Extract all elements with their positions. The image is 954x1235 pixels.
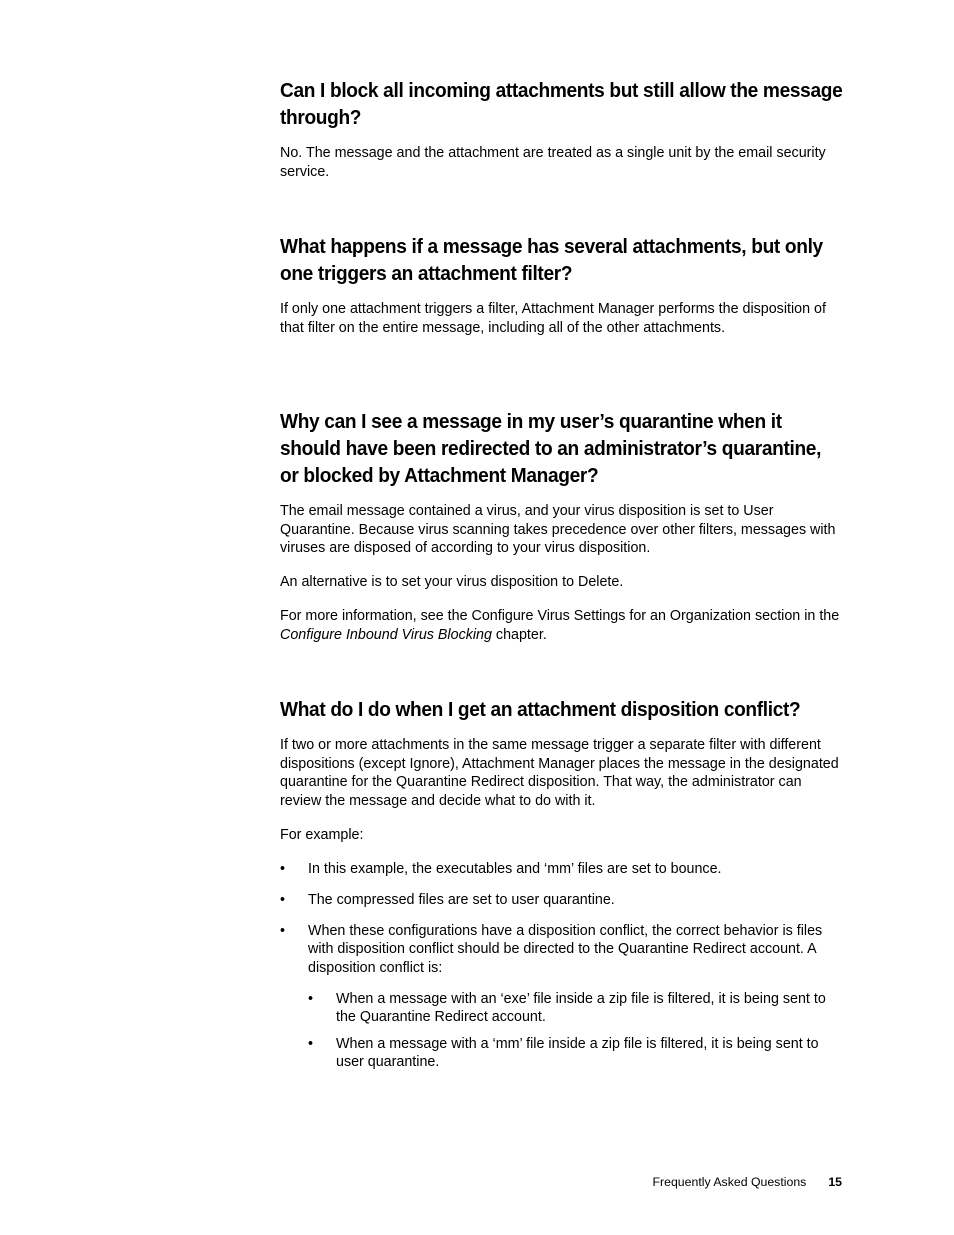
body-paragraph: If two or more attachments in the same message trigger a separate filter with different dispositions (except Ignore), Attachment Manager places the message in the designated quarantine for the Quarantine Redirect disposition. That way, the administrator can review the message and decide what to do with it. <box>280 737 839 809</box>
section-heading: Why can I see a message in my user’s quarantine when it should have been redirected to an administrator’s quarantine, or blocked by Attachment Manager? <box>280 411 822 487</box>
list-item-text: In this example, the executables and ‘mm’ files are set to bounce. <box>308 860 722 877</box>
sub-list-item-text: When a message with an ‘exe’ file inside a zip file is filtered, it is being sent to the Quarantine Redirect account. <box>336 990 826 1025</box>
faq-section-several-attachments <box>280 234 842 337</box>
list-item <box>280 922 842 1072</box>
page-number: 15 <box>828 1175 842 1189</box>
sub-list-item <box>308 1035 842 1072</box>
sub-bullet-list <box>308 990 842 1072</box>
body-paragraph: For example: <box>280 826 364 843</box>
reference-text: For more information, see the Configure Virus Settings for an Organization section in the <box>280 608 840 624</box>
section-heading: Can I block all incoming attachments but still allow the message through? <box>280 80 843 129</box>
footer-chapter-title: Frequently Asked Questions <box>652 1175 807 1189</box>
bullet-icon: • <box>280 891 286 908</box>
page-footer <box>0 1174 842 1190</box>
list-item <box>280 891 842 910</box>
body-paragraph: The email message contained a virus, and your virus disposition is set to User Quarantine. Because virus scanning takes precedence over other filters, messages with viruses are disposed of according to your virus disposition. <box>280 503 836 556</box>
list-item <box>280 860 842 879</box>
faq-section-disposition-conflict <box>280 697 842 1084</box>
bullet-icon: • <box>308 1035 314 1052</box>
list-item-text: The compressed files are set to user quarantine. <box>308 891 615 908</box>
section-heading: What happens if a message has several attachments, but only one triggers an attachment filter? <box>280 236 823 285</box>
faq-section-user-quarantine <box>280 409 842 644</box>
sub-list-item-text: When a message with a ‘mm’ file inside a zip file is filtered, it is being sent to user quarantine. <box>336 1035 819 1070</box>
reference-text-end: chapter. <box>491 626 547 643</box>
body-paragraph: No. The message and the attachment are treated as a single unit by the email security service. <box>280 145 826 180</box>
sub-list-item <box>308 990 842 1027</box>
chapter-reference: Configure Inbound Virus Blocking <box>280 626 492 643</box>
bullet-list <box>280 860 842 1072</box>
faq-section-block-attachments <box>280 78 842 181</box>
body-paragraph: An alternative is to set your virus disposition to Delete. <box>280 574 624 590</box>
body-paragraph: If only one attachment triggers a filter, Attachment Manager performs the disposition of that filter on the entire message, including all of the other attachments. <box>280 301 826 336</box>
section-heading: What do I do when I get an attachment disposition conflict? <box>280 699 801 721</box>
bullet-icon: • <box>280 922 286 939</box>
bullet-icon: • <box>308 990 314 1007</box>
bullet-icon: • <box>280 860 286 877</box>
reference-paragraph <box>280 607 842 644</box>
list-item-text: When these configurations have a disposition conflict, the correct behavior is files with disposition conflict should be directed to the Quarantine Redirect account. A disposition conflict is: <box>308 922 823 976</box>
